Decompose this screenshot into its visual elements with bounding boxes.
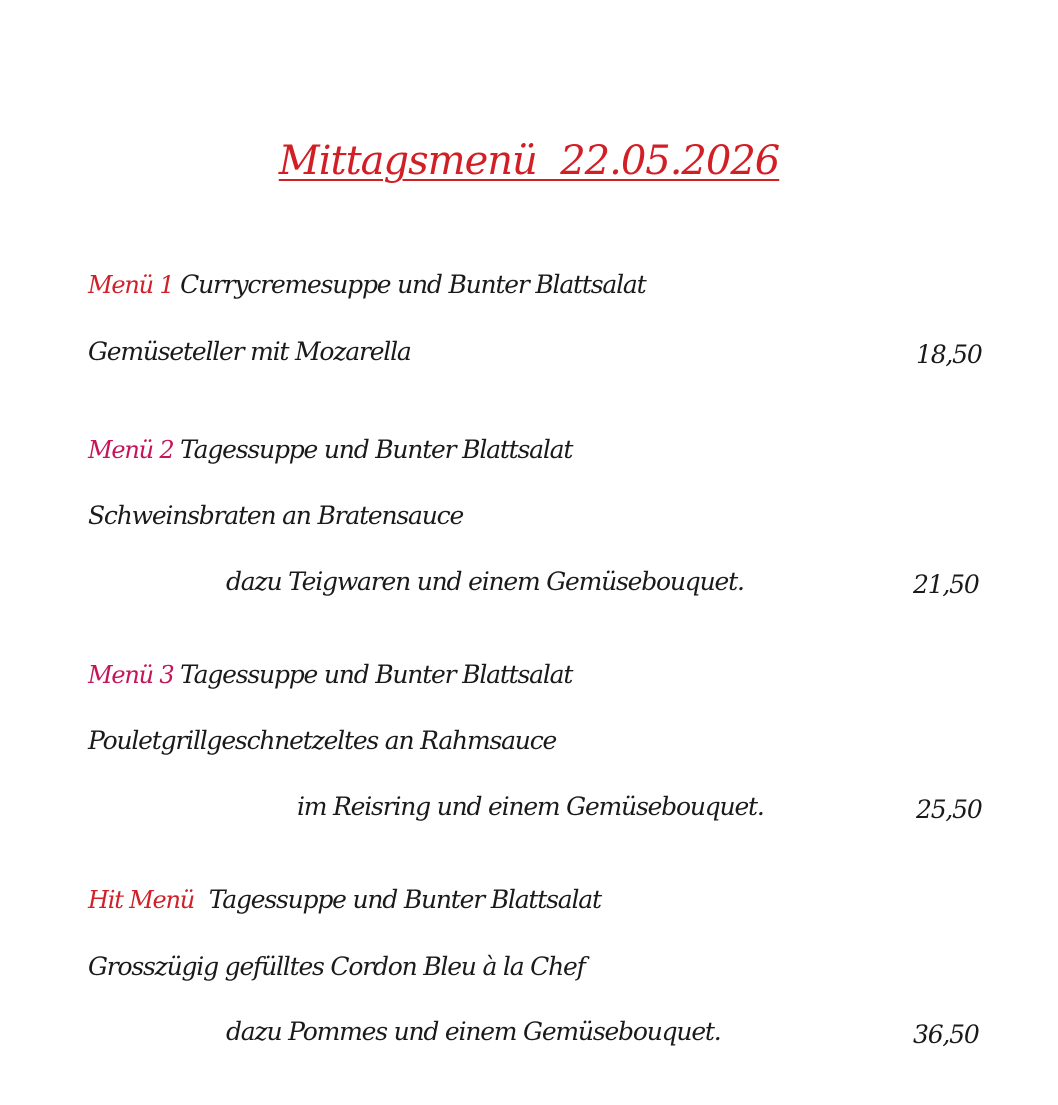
menu-hit-starter: Tagessuppe und Bunter Blattsalat bbox=[208, 885, 601, 914]
menu-3-starter: Tagessuppe und Bunter Blattsalat bbox=[180, 660, 573, 689]
menu-1-starter-line bbox=[88, 270, 645, 299]
menu-1-price: 18,50 bbox=[916, 340, 982, 369]
menu-hit-side: dazu Pommes und einem Gemüsebouquet. bbox=[226, 1017, 721, 1046]
menu-3-label: Menü 3 bbox=[88, 661, 174, 689]
menu-hit-main: Grosszügig gefülltes Cordon Bleu à la Chef bbox=[88, 952, 585, 981]
menu-3-main: Pouletgrillgeschnetzeltes an Rahmsauce bbox=[88, 726, 557, 755]
page-title: Mittagsmenü 22.05.2026 bbox=[278, 138, 780, 184]
menu-2-starter-line bbox=[88, 435, 572, 464]
menu-2-label: Menü 2 bbox=[88, 436, 174, 464]
menu-3-price: 25,50 bbox=[916, 795, 982, 824]
menu-2-main: Schweinsbraten an Bratensauce bbox=[88, 501, 464, 530]
menu-2-side: dazu Teigwaren und einem Gemüsebouquet. bbox=[226, 567, 744, 596]
menu-hit-label: Hit Menü bbox=[88, 886, 194, 914]
menu-1-main: Gemüseteller mit Mozarella bbox=[88, 337, 411, 366]
menu-2-starter: Tagessuppe und Bunter Blattsalat bbox=[180, 435, 573, 464]
menu-2-price: 21,50 bbox=[913, 570, 979, 599]
menu-hit-starter-line bbox=[88, 885, 601, 914]
menu-hit-price: 36,50 bbox=[913, 1020, 979, 1049]
menu-3-starter-line bbox=[88, 660, 572, 689]
menu-1-starter: Currycremesuppe und Bunter Blattsalat bbox=[180, 270, 646, 299]
menu-3-side: im Reisring und einem Gemüsebouquet. bbox=[297, 792, 764, 821]
menu-1-label: Menü 1 bbox=[88, 271, 174, 299]
